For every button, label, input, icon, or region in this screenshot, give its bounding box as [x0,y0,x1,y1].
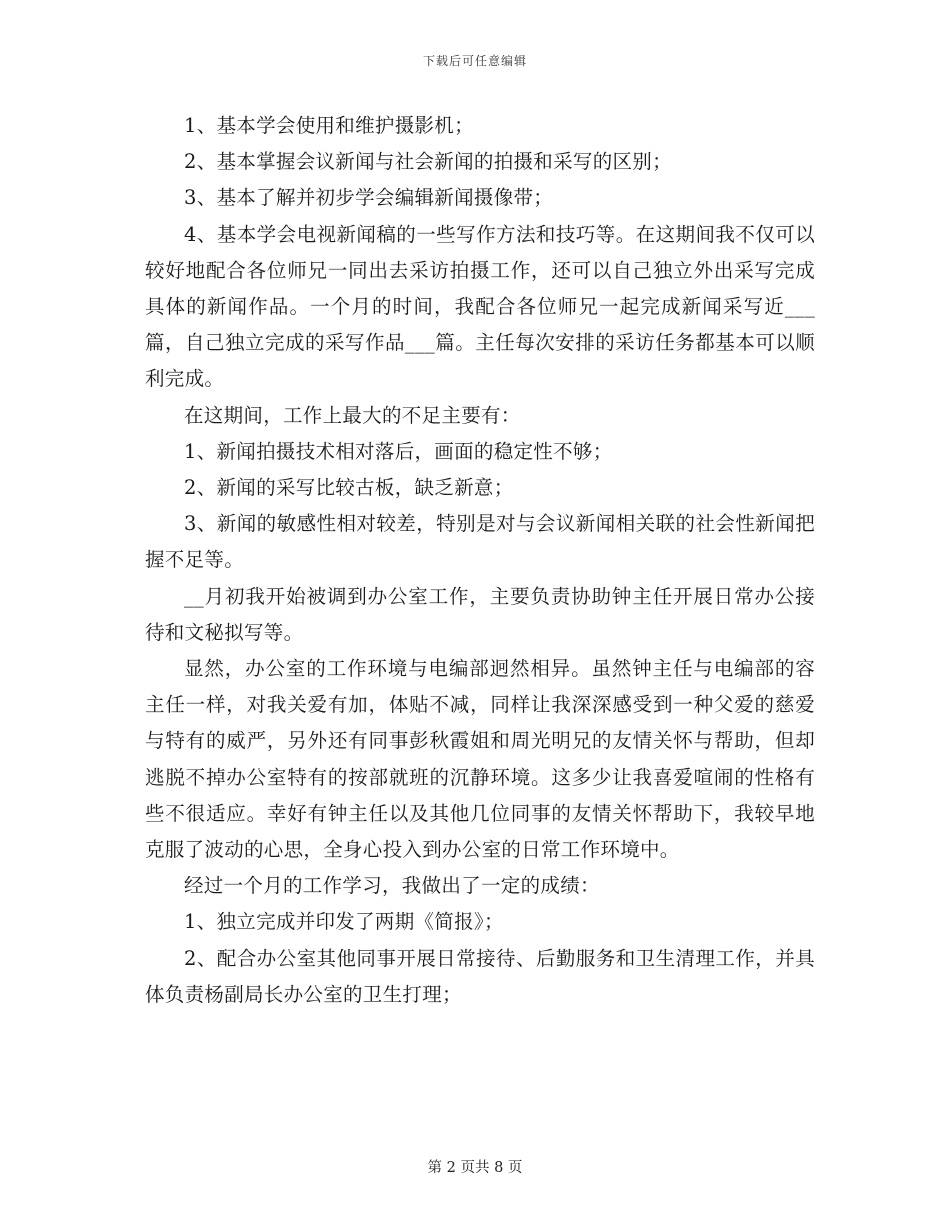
paragraph-3: 3、基本了解并初步学会编辑新闻摄像带； [184,186,554,210]
paragraph-2: 2、基本掌握会议新闻与社会新闻的拍摄和采写的区别； [184,150,672,174]
document-body [145,108,815,1013]
paragraph-1: 1、基本学会使用和维护摄影机； [184,114,474,137]
paragraph-13: 2、配合办公室其他同事开展日常接待、后勤服务和卫生清理工作，并具体负责杨副局长办公室的卫生打理； [145,946,815,1006]
paragraph-10: 显然，办公室的工作环境与电编部迥然相异。虽然钟主任与电编部的容主任一样，对我关爱有加，体贴不减，同样让我深深感受到一种父爱的慈爱与特有的威严，另外还有同事彭秋霞姐和周光明兄的友情关怀与帮助，但却逃脱不掉办公室特有的按部就班的沉静环境。这多少让我喜爱喧闹的性格有些不很适应。幸好有钟主任以及其他几位同事的友情关怀帮助下，我较早地克服了波动的心思，全身心投入到办公室的日常工作环境中。 [145,657,815,862]
page-footer: 第 2 页共 8 页 [427,1160,523,1176]
paragraph-11: 经过一个月的工作学习，我做出了一定的成绩： [184,874,600,898]
paragraph-8: 3、新闻的敏感性相对较差，特别是对与会议新闻相关联的社会性新闻把握不足等。 [145,512,815,572]
page-header: 下载后可任意编辑 [422,54,527,68]
paragraph-9: __月初我开始被调到办公室工作，主要负责协助钟主任开展日常办公接待和文秘拟写等。 [145,584,815,644]
paragraph-6: 1、新闻拍摄技术相对落后，画面的稳定性不够； [184,439,613,463]
paragraph-4: 4、基本学会电视新闻稿的一些写作方法和技巧等。在这期间我不仅可以较好地配合各位师兄一同出去采访拍摄工作，还可以自己独立外出采写完成具体的新闻作品。一个月的时间，我配合各位师兄一起完成新闻采写近___篇，自己独立完成的采写作品___篇。主任每次安排的采访任务都基本可以顺利完成。 [145,222,815,391]
paragraph-7: 2、新闻的采写比较古板，缺乏新意； [184,476,514,500]
paragraph-12: 1、独立完成并印发了两期《简报》； [184,910,504,934]
paragraph-5: 在这期间，工作上最大的不足主要有： [184,403,521,427]
